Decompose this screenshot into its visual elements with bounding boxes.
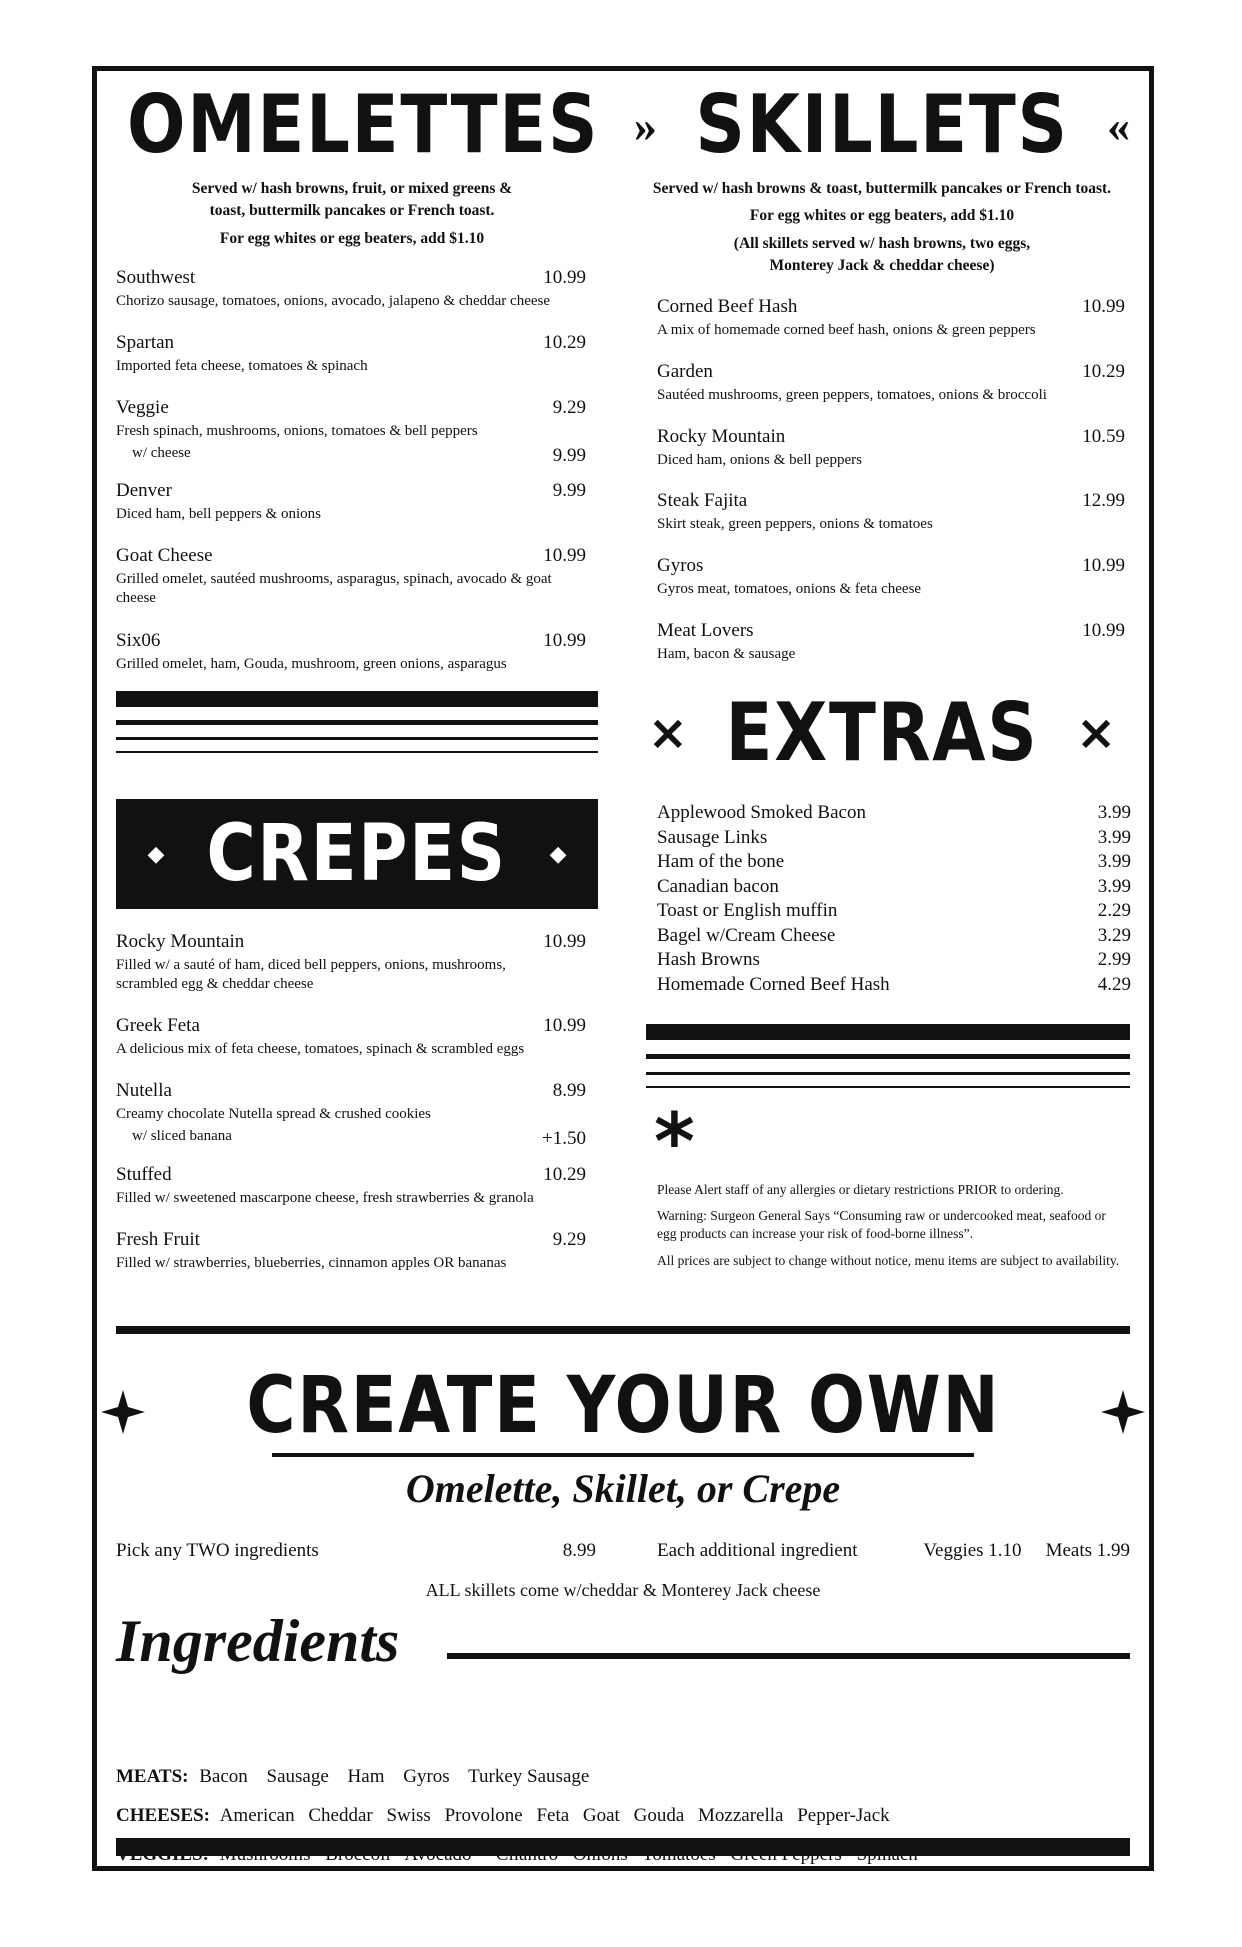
- item-price: 9.29: [552, 1229, 586, 1250]
- item-name: Steak Fajita: [657, 490, 748, 511]
- item-name: Southwest: [116, 267, 196, 288]
- skillets-intro-line: For egg whites or egg beaters, add $1.10: [749, 207, 1015, 225]
- additional-row: [657, 1540, 1130, 1562]
- item-description: Grilled omelet, sautéed mushrooms, asparagus, spinach, avocado & goat cheese: [116, 570, 552, 607]
- item-description: Sautéed mushrooms, green peppers, tomatoes, onions & broccoli: [657, 386, 1047, 403]
- asterisk-icon: *: [654, 1098, 695, 1188]
- extras-item: [657, 826, 1131, 851]
- item-price: 3.29: [1097, 924, 1131, 946]
- ingredient: Mozzarella: [698, 1805, 784, 1826]
- divider-bar: [646, 1072, 1130, 1075]
- ingredient: American: [219, 1805, 295, 1826]
- ingredients-list: [116, 1766, 1126, 1883]
- extras-item: [657, 973, 1131, 998]
- divider-bar: [116, 1326, 1130, 1334]
- item-description: Filled w/ a sauté of ham, diced bell peppers, onions, mushrooms, scrambled egg & cheddar cheese: [116, 956, 506, 993]
- crepe-item-fresh-fruit: [116, 1230, 586, 1273]
- crepe-item-stuffed: [116, 1165, 586, 1208]
- extras-list: [657, 801, 1131, 997]
- extras-item: [657, 801, 1131, 826]
- item-name: Gyros: [657, 555, 704, 576]
- item-description: Diced ham, bell peppers & onions: [116, 505, 321, 522]
- diamond-icon: ◆: [549, 841, 567, 866]
- omelettes-intro-line: For egg whites or egg beaters, add $1.10: [219, 229, 485, 247]
- divider-bar: [646, 1024, 1130, 1040]
- item-name: Rocky Mountain: [116, 931, 245, 952]
- skillets-intro-line: Monterey Jack & cheddar cheese): [769, 257, 995, 275]
- item-extra: w/ cheese: [132, 445, 191, 462]
- skillet-item-corned-beef-hash: [657, 297, 1125, 340]
- sparkle-icon: [1101, 1390, 1145, 1434]
- meats-row: [116, 1766, 1126, 1788]
- omelette-item-goat-cheese: [116, 546, 586, 609]
- item-name: Corned Beef Hash: [657, 296, 798, 317]
- ingredient: Pepper-Jack: [797, 1805, 890, 1826]
- item-name: Ham of the bone: [657, 851, 785, 872]
- item-description: Skirt steak, green peppers, onions & tomatoes: [657, 515, 933, 532]
- ingredient: Swiss: [386, 1805, 431, 1826]
- omelette-item-denver: [116, 481, 586, 524]
- ingredient: Goat: [582, 1805, 620, 1826]
- extras-header: [642, 686, 1122, 779]
- extras-item: [657, 948, 1131, 973]
- item-price: 3.99: [1097, 851, 1131, 872]
- skillets-intro: [642, 178, 1122, 278]
- chevron-left-icon: «: [1107, 99, 1131, 151]
- item-name: Garden: [657, 361, 713, 382]
- item-extra: w/ sliced banana: [132, 1128, 232, 1145]
- menu-card: [92, 66, 1154, 1871]
- ingredient: Gyros: [403, 1766, 450, 1787]
- warning-note: Warning: Surgeon General Says “Consuming raw or undercooked meat, seafood or egg products can increase your risk of food-borne illness”.: [657, 1208, 1106, 1242]
- crepes-title: CREPES: [206, 809, 508, 899]
- item-name: Veggie: [116, 397, 169, 418]
- skillet-item-meat-lovers: [657, 621, 1125, 664]
- item-name: Rocky Mountain: [657, 426, 786, 447]
- ingredient: Bacon: [199, 1766, 248, 1787]
- create-header: [97, 1361, 1149, 1457]
- skillets-intro-line: (All skillets served w/ hash browns, two eggs,: [733, 234, 1031, 252]
- item-name: Canadian bacon: [657, 875, 779, 897]
- crepe-item-rocky-mountain: [116, 932, 586, 995]
- extras-title: EXTRAS: [725, 686, 1039, 779]
- create-title: CREATE YOUR OWN: [245, 1361, 1000, 1451]
- item-name: Nutella: [116, 1080, 172, 1101]
- crepe-item-greek-feta: [116, 1016, 586, 1059]
- item-price: 4.29: [1097, 973, 1131, 995]
- item-price: 2.29: [1097, 900, 1131, 921]
- omelette-item-veggie: [116, 398, 586, 469]
- skillets-title: SKILLETS: [695, 78, 1069, 171]
- item-price: 10.29: [1082, 361, 1125, 382]
- meats-price: Meats 1.99: [1045, 1540, 1130, 1561]
- ingredient: Feta: [536, 1805, 570, 1826]
- item-description: Ham, bacon & sausage: [657, 645, 796, 662]
- divider-bar: [116, 737, 598, 740]
- notes-block: [657, 1181, 1127, 1278]
- skillet-cheese-note: ALL skillets come w/cheddar & Monterey Jack cheese: [425, 1580, 821, 1600]
- extras-item: [657, 924, 1131, 949]
- ingredient: Gouda: [633, 1805, 685, 1826]
- footer-bar: [116, 1838, 1130, 1856]
- item-name: Meat Lovers: [657, 620, 754, 641]
- item-name: Goat Cheese: [116, 545, 213, 566]
- cheeses-label: CHEESES:: [116, 1805, 210, 1826]
- item-price: 9.29: [552, 397, 586, 418]
- item-description: Creamy chocolate Nutella spread & crushed cookies: [116, 1105, 431, 1122]
- meats-label: MEATS:: [116, 1766, 189, 1787]
- omelettes-intro-line: toast, buttermilk pancakes or French toast.: [209, 202, 495, 220]
- item-price: 10.99: [543, 630, 586, 651]
- omelette-item-six06: [116, 631, 586, 674]
- item-name: Bagel w/Cream Cheese: [657, 924, 836, 946]
- ingredient: Turkey Sausage: [468, 1766, 590, 1787]
- omelettes-intro: [117, 178, 587, 250]
- item-description: Gyros meat, tomatoes, onions & feta cheese: [657, 580, 922, 597]
- item-name: Homemade Corned Beef Hash: [657, 973, 890, 995]
- extras-item: [657, 899, 1131, 924]
- item-price: 3.99: [1097, 802, 1131, 823]
- title-underline: [272, 1453, 974, 1457]
- item-price: 3.99: [1097, 826, 1131, 848]
- item-extra-price: +1.50: [542, 1128, 586, 1150]
- item-description: Filled w/ sweetened mascarpone cheese, fresh strawberries & granola: [116, 1189, 534, 1206]
- cheeses-row: [116, 1805, 1126, 1827]
- item-price: 10.99: [1082, 555, 1125, 576]
- item-description: Imported feta cheese, tomatoes & spinach: [116, 357, 368, 374]
- skillet-item-gyros: [657, 556, 1125, 599]
- item-price: 10.99: [543, 545, 586, 566]
- pick-two-label: Pick any TWO ingredients: [116, 1540, 319, 1561]
- skillet-item-garden: [657, 362, 1125, 405]
- ingredient: Provolone: [444, 1805, 523, 1826]
- divider-bar: [116, 720, 598, 725]
- omelette-item-spartan: [116, 333, 586, 376]
- item-description: Grilled omelet, ham, Gouda, mushroom, green onions, asparagus: [116, 655, 507, 672]
- cross-icon: ×: [647, 705, 688, 761]
- item-name: Hash Browns: [657, 949, 760, 970]
- allergy-note: Please Alert staff of any allergies or dietary restrictions PRIOR to ordering.: [657, 1182, 1064, 1197]
- item-description: Chorizo sausage, tomatoes, onions, avocado, jalapeno & cheddar cheese: [116, 292, 551, 309]
- divider-bar: [116, 751, 598, 753]
- ingredients-rule: [447, 1653, 1130, 1659]
- item-price: 3.99: [1097, 875, 1131, 897]
- skillet-item-rocky-mountain: [657, 427, 1125, 470]
- item-price: 8.99: [552, 1080, 586, 1101]
- item-description: Diced ham, onions & bell peppers: [657, 451, 862, 468]
- skillets-intro-line: Served w/ hash browns & toast, buttermilk pancakes or French toast.: [652, 180, 1112, 197]
- item-price: 10.29: [543, 1164, 586, 1185]
- divider-bar: [116, 691, 598, 707]
- item-price: 10.99: [1082, 296, 1125, 317]
- item-description: Fresh spinach, mushrooms, onions, tomatoes & bell peppers: [116, 422, 478, 439]
- item-price: 10.99: [543, 1015, 586, 1036]
- item-description: A delicious mix of feta cheese, tomatoes, spinach & scrambled eggs: [116, 1040, 525, 1057]
- item-price: 10.99: [543, 267, 586, 288]
- skillet-item-steak-fajita: [657, 491, 1125, 534]
- omelettes-intro-line: Served w/ hash browns, fruit, or mixed greens &: [191, 180, 513, 197]
- sparkle-icon: [101, 1390, 145, 1434]
- ingredient: Ham: [347, 1766, 385, 1787]
- additional-label: Each additional ingredient: [657, 1540, 858, 1561]
- create-subtitle: Omelette, Skillet, or Crepe: [405, 1466, 841, 1511]
- prices-note: All prices are subject to change without notice, menu items are subject to availability.: [657, 1252, 1120, 1268]
- item-name: Six06: [116, 630, 161, 651]
- pick-two-row: [116, 1540, 596, 1562]
- item-name: Denver: [116, 480, 172, 501]
- divider-bar: [646, 1054, 1130, 1059]
- crepes-banner: [116, 799, 598, 909]
- item-price: 10.29: [543, 332, 586, 353]
- item-price: 9.99: [552, 480, 586, 501]
- item-price: 2.99: [1097, 949, 1131, 970]
- skillets-header: [633, 78, 1131, 171]
- omelette-item-southwest: [116, 268, 586, 311]
- item-price: 12.99: [1082, 490, 1125, 511]
- cross-icon: ×: [1076, 705, 1117, 761]
- item-extra-price: 9.99: [552, 445, 586, 467]
- item-name: Spartan: [116, 332, 175, 353]
- omelettes-title: OMELETTES: [127, 78, 600, 171]
- item-name: Stuffed: [116, 1164, 172, 1185]
- diamond-icon: ◆: [147, 841, 165, 866]
- item-name: Sausage Links: [657, 826, 768, 848]
- item-description: Filled w/ strawberries, blueberries, cinnamon apples OR bananas: [116, 1254, 507, 1271]
- ingredient: Cheddar: [308, 1805, 373, 1826]
- item-name: Greek Feta: [116, 1015, 200, 1036]
- item-name: Fresh Fruit: [116, 1229, 200, 1250]
- veggies-price: Veggies 1.10: [923, 1540, 1022, 1561]
- ingredients-title: Ingredients: [116, 1608, 400, 1674]
- divider-bar: [646, 1086, 1130, 1088]
- pick-two-price: 8.99: [562, 1540, 596, 1561]
- item-price: 10.99: [1082, 620, 1125, 641]
- create-title-wrap: [185, 1361, 1062, 1457]
- extras-item: [657, 850, 1131, 875]
- item-name: Toast or English muffin: [657, 900, 838, 921]
- item-name: Applewood Smoked Bacon: [657, 802, 866, 823]
- item-price: 10.99: [543, 931, 586, 952]
- ingredient: Sausage: [266, 1766, 329, 1787]
- extras-item: [657, 875, 1131, 900]
- chevron-right-icon: »: [633, 99, 657, 151]
- item-description: A mix of homemade corned beef hash, onions & green peppers: [657, 321, 1036, 338]
- item-price: 10.59: [1082, 426, 1125, 447]
- crepe-item-nutella: [116, 1081, 586, 1152]
